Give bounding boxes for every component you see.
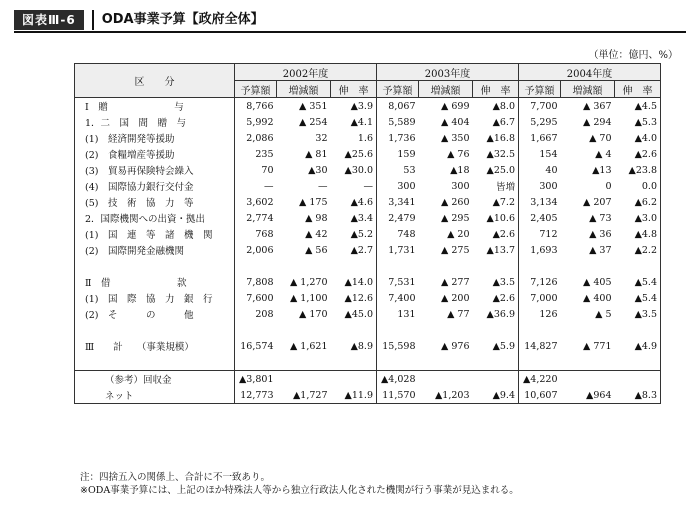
table-cell	[331, 371, 377, 388]
table-row	[75, 114, 661, 130]
row-label: Ⅰ 贈 与	[75, 98, 235, 115]
table-cell: 10,607	[519, 387, 561, 404]
table-cell: ▲ 73	[589, 212, 612, 224]
table-cell: ▲5.9	[473, 338, 519, 354]
row-label: (1) 国 際 協 力 銀 行	[75, 290, 235, 306]
figure-title: ODA事業予算【政府全体】	[92, 10, 272, 30]
figure-header	[14, 10, 272, 30]
row-label: (2) そ の 他	[75, 306, 235, 322]
spacer-cell	[419, 322, 473, 338]
year-header: 2003年度	[377, 64, 519, 81]
spacer-cell	[235, 258, 277, 274]
spacer-cell	[419, 354, 473, 371]
table-cell: 7,700	[530, 100, 558, 112]
table-row	[75, 338, 661, 354]
spacer-cell	[377, 322, 419, 338]
table-cell: ▲4.5	[615, 98, 661, 115]
table-cell: ▲1,727	[277, 387, 331, 404]
table-cell: ▲ 5	[595, 308, 612, 320]
table-cell: ▲4.1	[331, 114, 377, 130]
table-cell: ▲ 76	[447, 148, 470, 160]
table-cell: ▲9.4	[473, 387, 519, 404]
table-cell: ▲5.3	[615, 114, 661, 130]
table-cell: 748	[397, 228, 416, 240]
subheader: 増減額	[277, 81, 331, 98]
table-cell: ▲ 275	[441, 244, 470, 256]
table-cell: ▲ 350	[441, 132, 470, 144]
table-cell: 131	[397, 308, 416, 320]
category-header: 区 分	[75, 64, 235, 98]
table-cell: ▲ 175	[299, 196, 328, 208]
table-cell: ▲ 976	[441, 340, 470, 352]
table-cell: ▲32.5	[473, 146, 519, 162]
table-row	[75, 98, 661, 115]
table-cell: ▲ 20	[447, 228, 470, 240]
table-cell: 1,731	[388, 244, 416, 256]
row-label: 2．国際機関への出資・拠出	[75, 210, 235, 226]
spacer-cell	[377, 354, 419, 371]
year-header: 2002年度	[235, 64, 377, 81]
subheader: 伸 率	[473, 81, 519, 98]
table-cell: 300	[397, 180, 416, 192]
table-cell: ▲4,028	[377, 371, 419, 388]
footnote: 注：四捨五入の関係上、合計に不一致あり。	[80, 472, 271, 483]
subheader: 予算額	[235, 81, 277, 98]
table-cell: 7,531	[388, 276, 416, 288]
row-label: (3) 貿易再保険特会繰入	[75, 162, 235, 178]
table-row	[75, 146, 661, 162]
table-row	[75, 210, 661, 226]
table-cell: ▲2.6	[615, 146, 661, 162]
table-cell: ▲3.5	[473, 274, 519, 290]
table-cell: 768	[255, 228, 274, 240]
spacer-cell	[75, 258, 235, 274]
table-cell: ▲3,801	[235, 371, 277, 388]
row-label: Ⅲ 計 （事業規模）	[75, 338, 235, 354]
table-row	[75, 306, 661, 322]
table-cell: 0.0	[615, 178, 661, 194]
table-cell: 208	[255, 308, 274, 320]
table-cell: 1,693	[530, 244, 558, 256]
table-cell: ▲7.2	[473, 194, 519, 210]
table-cell: ▲25.6	[331, 146, 377, 162]
subheader: 予算額	[519, 81, 561, 98]
spacer-cell	[561, 322, 615, 338]
table-row	[75, 130, 661, 146]
table-cell: ▲23.8	[615, 162, 661, 178]
header-rule	[14, 31, 686, 33]
spacer-cell	[75, 322, 235, 338]
table-cell: 2,086	[246, 132, 274, 144]
table-cell	[615, 371, 661, 388]
table-cell: ▲45.0	[331, 306, 377, 322]
table-cell: 300	[451, 180, 470, 192]
table-cell: 3,602	[246, 196, 274, 208]
table-cell: ▲25.0	[473, 162, 519, 178]
table-row	[75, 226, 661, 242]
table-row	[75, 290, 661, 306]
table-cell: ▲ 36	[589, 228, 612, 240]
table-cell: ▲2.6	[473, 290, 519, 306]
spacer-cell	[473, 258, 519, 274]
table-cell: 5,295	[530, 116, 558, 128]
spacer-cell	[615, 258, 661, 274]
table-cell: ▲964	[561, 387, 615, 404]
spacer-cell	[615, 354, 661, 371]
spacer-cell	[377, 258, 419, 274]
table-cell: ▲ 699	[441, 100, 470, 112]
table-row	[75, 178, 661, 194]
oda-budget-table	[74, 63, 661, 404]
spacer-cell	[473, 322, 519, 338]
table-cell: ▲ 81	[305, 148, 328, 160]
table-cell: 2,405	[530, 212, 558, 224]
table-cell: ▲ 56	[305, 244, 328, 256]
table-cell: ▲2.2	[615, 242, 661, 258]
table-cell: ▲16.8	[473, 130, 519, 146]
table-cell: ▲5.4	[615, 290, 661, 306]
subheader: 増減額	[561, 81, 615, 98]
table-cell: 15,598	[382, 340, 416, 352]
table-cell: ▲2.7	[331, 242, 377, 258]
spacer-cell	[277, 354, 331, 371]
table-cell: 2,006	[246, 244, 274, 256]
table-cell: ▲3.5	[615, 306, 661, 322]
table-cell: ▲ 4	[595, 148, 612, 160]
table-cell: ▲ 1,270	[289, 276, 328, 288]
table-cell: 皆増	[473, 178, 519, 194]
table-cell: ▲ 260	[441, 196, 470, 208]
table-cell: ▲13	[592, 164, 612, 176]
spacer-cell	[615, 322, 661, 338]
spacer-cell	[419, 258, 473, 274]
table-cell: 1.6	[331, 130, 377, 146]
table-cell: ▲30	[308, 164, 328, 176]
table-cell	[473, 371, 519, 388]
spacer-cell	[519, 258, 561, 274]
table-cell: ▲ 42	[305, 228, 328, 240]
table-cell: ▲5.2	[331, 226, 377, 242]
table-cell: ▲3.4	[331, 210, 377, 226]
spacer-cell	[75, 354, 235, 371]
table-cell: 8,766	[246, 100, 274, 112]
table-cell: ▲3.9	[331, 98, 377, 115]
table-cell: —	[264, 180, 274, 192]
table-cell: ▲8.9	[331, 338, 377, 354]
table-cell: ▲ 98	[305, 212, 328, 224]
table-cell: ▲6.7	[473, 114, 519, 130]
table-cell: ▲ 77	[447, 308, 470, 320]
table-cell: ▲4.0	[615, 130, 661, 146]
row-label: (5) 技 術 協 力 等	[75, 194, 235, 210]
table-cell: 7,600	[246, 292, 274, 304]
row-label: (1) 経済開発等援助	[75, 130, 235, 146]
table-cell: 1,667	[530, 132, 558, 144]
subheader: 伸 率	[331, 81, 377, 98]
table-cell: ▲ 170	[299, 308, 328, 320]
row-label: (4) 国際協力銀行交付金	[75, 178, 235, 194]
table-cell: 2,774	[246, 212, 274, 224]
table-cell	[277, 371, 331, 388]
spacer-cell	[331, 258, 377, 274]
table-cell: ▲10.6	[473, 210, 519, 226]
row-label: ネット	[75, 387, 235, 404]
table-cell: ▲ 400	[583, 292, 612, 304]
table-cell: ▲36.9	[473, 306, 519, 322]
table-cell: ▲30.0	[331, 162, 377, 178]
table-row	[75, 274, 661, 290]
table-cell	[419, 371, 473, 388]
table-cell: 159	[397, 148, 416, 160]
row-label: (2) 食糧増産等援助	[75, 146, 235, 162]
subheader: 予算額	[377, 81, 419, 98]
table-cell: ▲12.6	[331, 290, 377, 306]
table-cell: 8,067	[388, 100, 416, 112]
row-label: (1) 国 連 等 諸 機 関	[75, 226, 235, 242]
reference-row	[75, 371, 661, 388]
spacer-cell	[331, 354, 377, 371]
table-cell: 5,992	[246, 116, 274, 128]
table-cell: ▲ 351	[299, 100, 328, 112]
spacer-cell	[519, 322, 561, 338]
row-label: Ⅱ 借 款	[75, 274, 235, 290]
spacer-row	[75, 258, 661, 274]
table-cell: ▲ 277	[441, 276, 470, 288]
spacer-cell	[473, 354, 519, 371]
table-cell: ▲ 367	[583, 100, 612, 112]
table-cell: ▲ 70	[589, 132, 612, 144]
table-row	[75, 242, 661, 258]
table-cell: ▲ 254	[299, 116, 328, 128]
subheader: 伸 率	[615, 81, 661, 98]
table-cell: 0	[605, 180, 612, 192]
spacer-cell	[277, 322, 331, 338]
spacer-cell	[331, 322, 377, 338]
table-cell: 2,479	[388, 212, 416, 224]
table-cell: ▲ 294	[583, 116, 612, 128]
row-label: （参考）回収金	[75, 371, 235, 388]
table-cell: ▲ 37	[589, 244, 612, 256]
table-cell: ▲8.0	[473, 98, 519, 115]
table-cell: ▲6.2	[615, 194, 661, 210]
table-row	[75, 194, 661, 210]
table-cell: 12,773	[235, 387, 277, 404]
table-cell: 16,574	[240, 340, 274, 352]
table-cell: 712	[539, 228, 558, 240]
table-cell: ▲4.6	[331, 194, 377, 210]
table-cell: ▲ 295	[441, 212, 470, 224]
table-cell: ▲14.0	[331, 274, 377, 290]
table-cell: ▲8.3	[615, 387, 661, 404]
table-cell: ▲ 207	[583, 196, 612, 208]
spacer-row	[75, 354, 661, 371]
table-cell: —	[318, 180, 328, 192]
table-cell: ▲2.6	[473, 226, 519, 242]
table-cell: 7,126	[530, 276, 558, 288]
table-cell: 3,134	[530, 196, 558, 208]
year-header: 2004年度	[519, 64, 661, 81]
footnote: ※ODA事業予算には、上記のほか特殊法人等から独立行政法人化された機関が行う事業が見込まれる。	[80, 485, 519, 496]
footnotes	[80, 471, 519, 497]
table-cell: ▲ 200	[441, 292, 470, 304]
year-header-row	[75, 64, 661, 81]
table-cell: ▲4.8	[615, 226, 661, 242]
table-cell: ▲ 1,621	[289, 340, 328, 352]
table-cell: 53	[403, 164, 416, 176]
table-cell: ▲18	[450, 164, 470, 176]
table-body	[75, 98, 661, 404]
table-cell: 1,736	[388, 132, 416, 144]
table-cell: 235	[255, 148, 274, 160]
row-label: 1．二 国 間 贈 与	[75, 114, 235, 130]
spacer-cell	[561, 354, 615, 371]
table-cell: 154	[539, 148, 558, 160]
table-cell: ▲ 405	[583, 276, 612, 288]
table-cell: ▲3.0	[615, 210, 661, 226]
table-cell: ▲ 1,100	[289, 292, 328, 304]
row-label: (2) 国際開発金融機関	[75, 242, 235, 258]
table-cell: 7,000	[530, 292, 558, 304]
spacer-cell	[277, 258, 331, 274]
spacer-cell	[561, 258, 615, 274]
spacer-cell	[235, 322, 277, 338]
table-cell	[561, 371, 615, 388]
table-cell: ▲1,203	[419, 387, 473, 404]
table-cell: ▲13.7	[473, 242, 519, 258]
table-cell: —	[331, 178, 377, 194]
table-cell: ▲4.9	[615, 338, 661, 354]
table-cell: 7,808	[246, 276, 274, 288]
table-cell: 7,400	[388, 292, 416, 304]
table-cell: ▲ 771	[583, 340, 612, 352]
table-cell: 3,341	[388, 196, 416, 208]
table-cell: ▲4,220	[519, 371, 561, 388]
spacer-cell	[519, 354, 561, 371]
figure-number: 図表Ⅲ-6	[14, 10, 84, 30]
subheader: 増減額	[419, 81, 473, 98]
spacer-cell	[235, 354, 277, 371]
reference-row	[75, 387, 661, 404]
table-cell: ▲ 404	[441, 116, 470, 128]
table-cell: 11,570	[377, 387, 419, 404]
table-cell: ▲11.9	[331, 387, 377, 404]
unit-label: （単位：億円、%）	[588, 50, 678, 61]
table-cell: 300	[539, 180, 558, 192]
table-cell: 5,589	[388, 116, 416, 128]
table-cell: 70	[261, 164, 274, 176]
table-cell: 14,827	[524, 340, 558, 352]
table-cell: ▲5.4	[615, 274, 661, 290]
table-cell: 32	[315, 132, 328, 144]
table-cell: 40	[545, 164, 558, 176]
table-row	[75, 162, 661, 178]
table-cell: 126	[539, 308, 558, 320]
spacer-row	[75, 322, 661, 338]
